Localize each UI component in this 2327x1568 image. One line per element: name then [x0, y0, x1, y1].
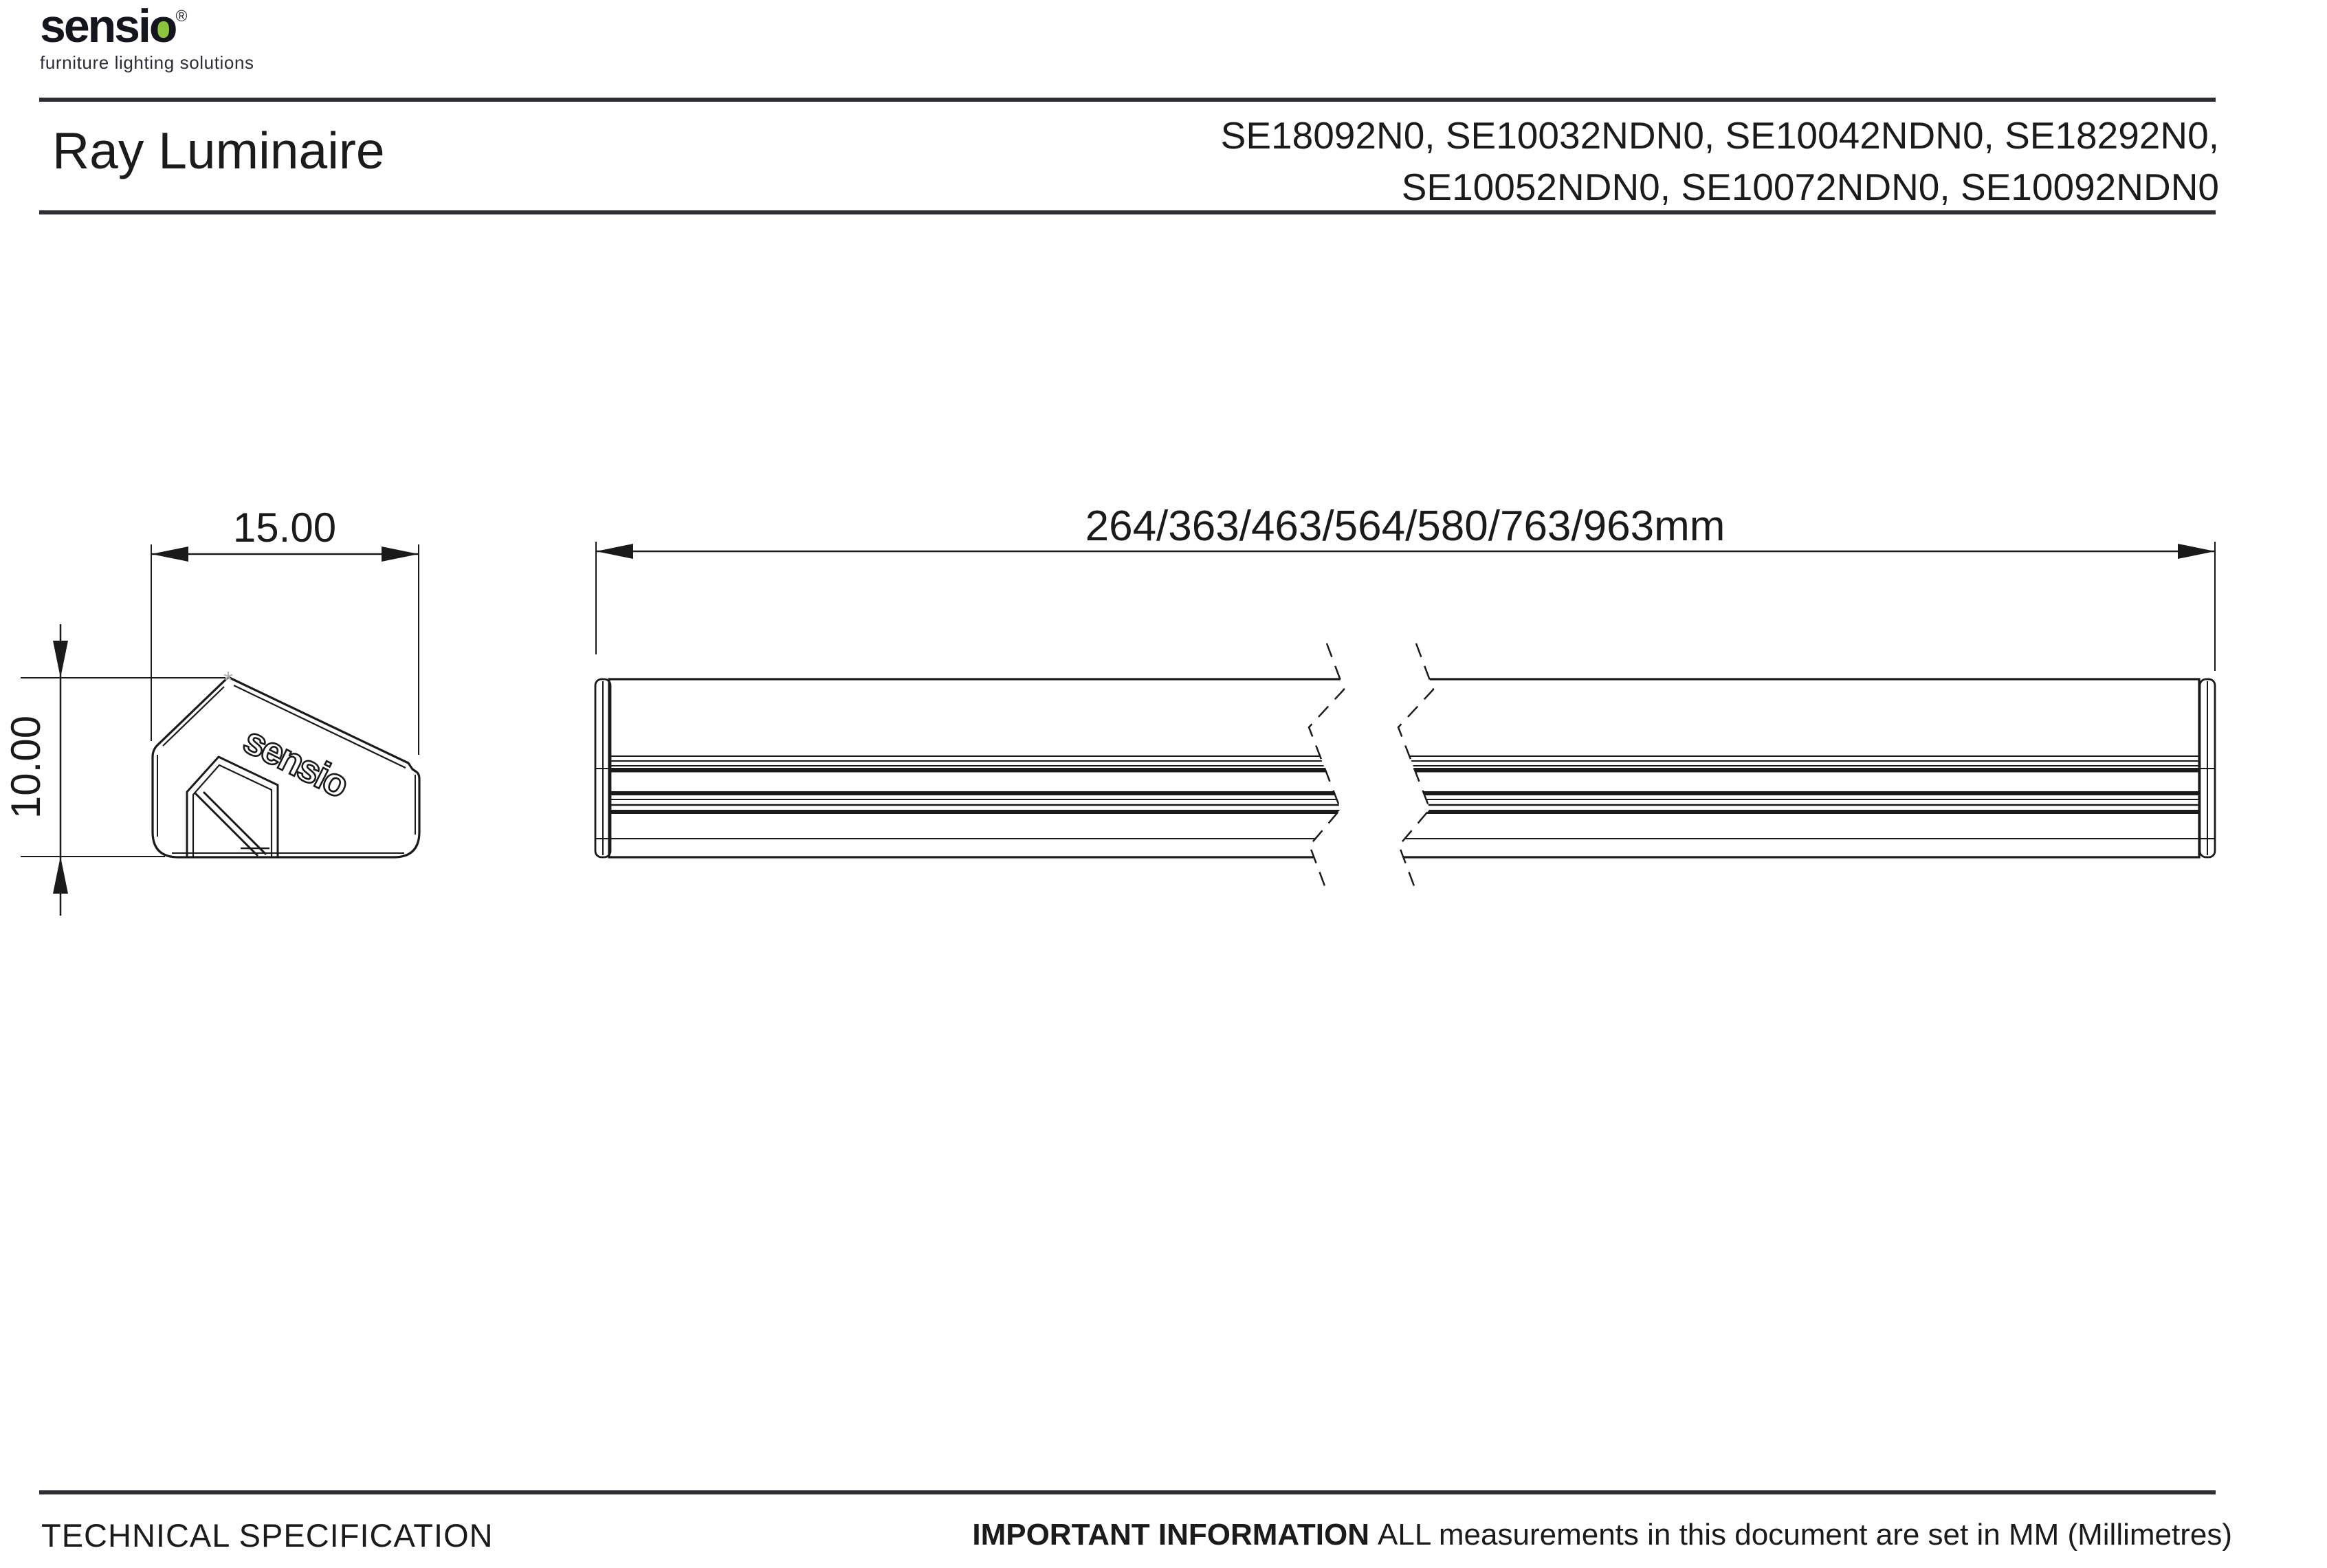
- footer-right-note: [972, 1518, 2232, 1552]
- height-dimension: [3, 624, 225, 916]
- footer-measurement-note: ALL measurements in this document are set in MM (Millimetres): [1378, 1518, 2232, 1552]
- side-view: [595, 643, 2215, 890]
- logo-wordmark-leading: sensi: [40, 0, 149, 52]
- dimension-arrow-icon: [596, 544, 633, 559]
- height-dimension-label: 10.00: [3, 715, 49, 819]
- product-codes-line-2: SE10052NDN0, SE10072NDN0, SE10092NDN0: [1401, 166, 2219, 208]
- footer-divider-rule: [39, 1490, 2216, 1494]
- dimension-arrow-icon: [53, 857, 68, 894]
- cross-section-view: [153, 666, 419, 857]
- embossed-logo-text: sensio: [236, 718, 355, 806]
- product-codes-line-1: SE18092N0, SE10032NDN0, SE10042NDN0, SE18292N0,: [1220, 114, 2219, 157]
- dimension-arrow-icon: [151, 546, 188, 562]
- dimension-arrow-icon: [2178, 544, 2215, 559]
- channel-strut-line: [195, 793, 258, 856]
- channel-strut-line: [203, 792, 266, 854]
- brand-tagline: furniture lighting solutions: [40, 52, 254, 73]
- page-title: Ray Luminaire: [52, 122, 385, 179]
- dimension-arrow-icon: [53, 641, 68, 678]
- length-dimension-label: 264/363/463/564/580/763/963mm: [1085, 503, 1725, 550]
- footer-left-label: TECHNICAL SPECIFICATION: [41, 1517, 494, 1554]
- logo-wordmark-o: o: [148, 0, 176, 52]
- footer-important-label: IMPORTANT INFORMATION: [972, 1518, 1369, 1552]
- cross-section-inner-line: [163, 687, 224, 746]
- width-dimension: [151, 505, 419, 755]
- width-dimension-label: 15.00: [232, 505, 337, 551]
- led-channel-inner-line: [193, 765, 272, 857]
- peak-snap-marker: *: [223, 666, 234, 694]
- registered-trademark-symbol: ®: [175, 7, 188, 25]
- dimension-arrow-icon: [382, 546, 419, 562]
